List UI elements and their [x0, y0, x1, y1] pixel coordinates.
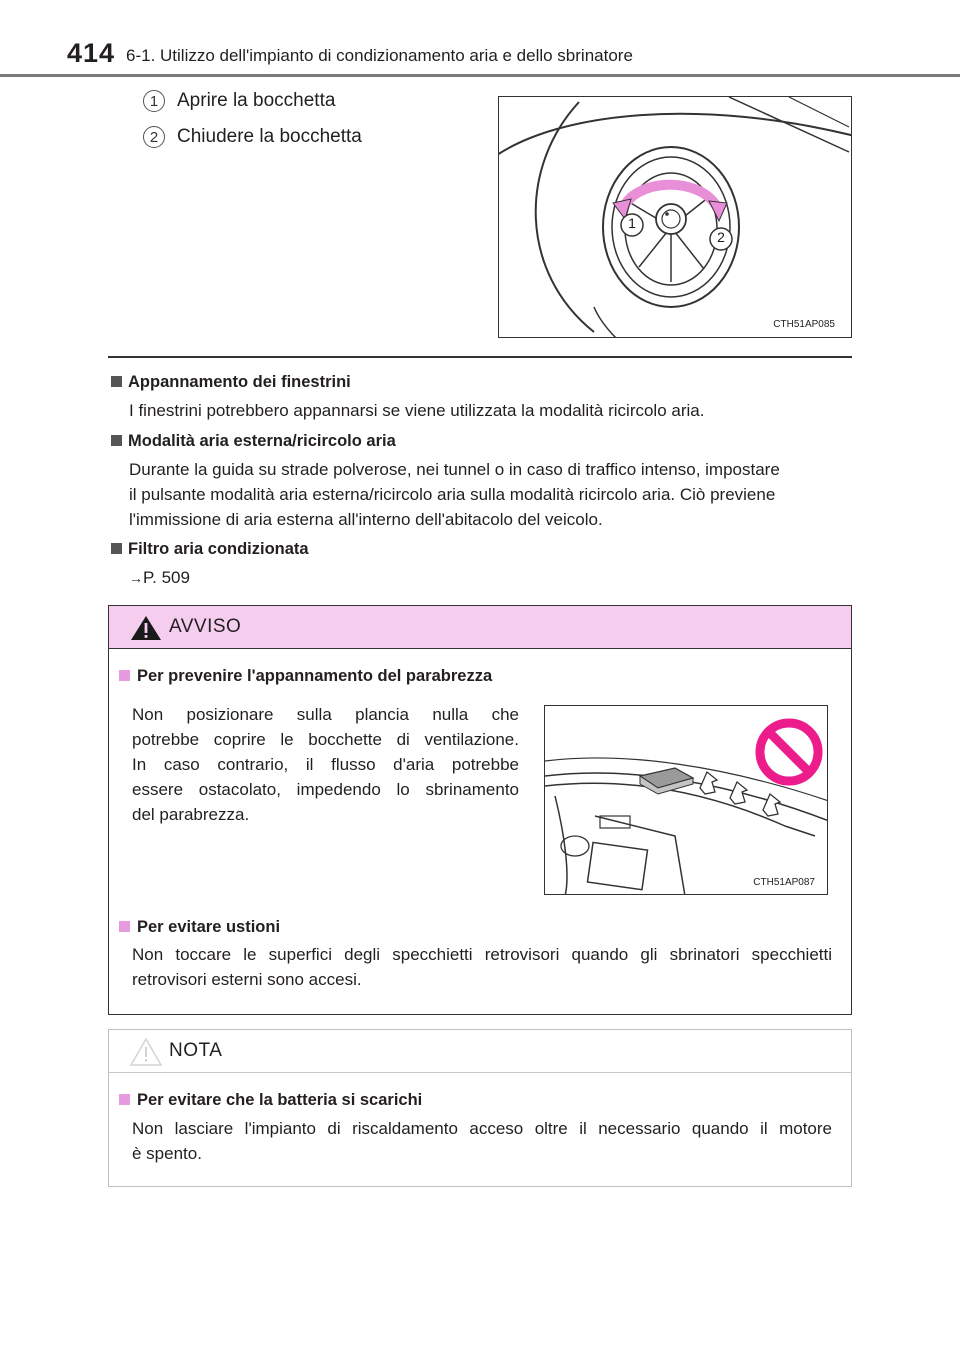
warning-triangle-icon [129, 614, 163, 642]
step-number-2: 2 [143, 126, 165, 148]
note-title: NOTA [169, 1040, 223, 1061]
square-bullet-icon [119, 1094, 130, 1105]
dashboard-illustration [545, 706, 828, 895]
note-item-1-heading: Per evitare che la batteria si scarichi [119, 1091, 422, 1110]
step-number-1: 1 [143, 90, 165, 112]
warning-title: AVVISO [169, 616, 242, 637]
square-bullet-icon [119, 921, 130, 932]
page-reference: →P. 509 [129, 568, 190, 587]
warning-item-1-text: Non posizionare sulla plancia nulla che potrebbe coprire le bocchette di ventilazione. In caso contrario, il flusso d'aria potrebbe essere ostacolato, impedendo lo sbrinamento del parabrezza. [132, 705, 519, 824]
warning-item-2-heading: Per evitare ustioni [119, 918, 280, 937]
arrow-right-icon: → [129, 570, 143, 586]
vent-illustration [499, 97, 852, 338]
figure-code: CTH51AP085 [773, 319, 835, 330]
section-1-text: I finestrini potrebbero appannarsi se viene utilizzata la modalità ricircolo aria. [129, 401, 705, 420]
section-separator [108, 356, 852, 358]
square-bullet-icon [111, 435, 122, 446]
figure-code: CTH51AP087 [753, 877, 815, 888]
callout-2: 2 [717, 229, 725, 245]
square-bullet-icon [119, 670, 130, 681]
page-number: 414 [67, 38, 116, 68]
section-heading-2: Modalità aria esterna/ricircolo aria [111, 432, 396, 451]
warning-header [109, 606, 851, 649]
caution-outline-icon [129, 1037, 163, 1067]
note-item-1-text: Non lasciare l'impianto di riscaldamento acceso oltre il necessario quando il motore è spento. [132, 1119, 832, 1163]
callout-1: 1 [628, 215, 636, 231]
step-1 [143, 90, 335, 112]
vent-figure [498, 96, 852, 338]
section-heading-1: Appannamento dei finestrini [111, 373, 351, 392]
section-heading-3: Filtro aria condizionata [111, 540, 309, 559]
warning-item-1-heading: Per prevenire l'appannamento del parabrezza [119, 667, 492, 686]
warning-box [108, 605, 852, 1015]
dashboard-figure [544, 705, 828, 895]
note-header [109, 1030, 851, 1073]
step-2-label: Chiudere la bocchetta [177, 126, 362, 147]
header-rule [0, 74, 960, 77]
square-bullet-icon [111, 376, 122, 387]
warning-item-2-text: Non toccare le superfici degli specchietti retrovisori quando gli sbrinatori specchietti retrovisori esterni sono accesi. [132, 945, 832, 989]
section-2-text: Durante la guida su strade polverose, nei tunnel o in caso di traffico intenso, impostare il pulsante modalità aria esterna/ricircolo aria sulla modalità ricircolo aria. Ciò previene l'immissione di aria esterna all'interno dell'abitacolo del veicolo. [129, 460, 780, 529]
square-bullet-icon [111, 543, 122, 554]
section-title: 6-1. Utilizzo dell'impianto di condizionamento aria e dello sbrinatore [126, 46, 633, 65]
step-2 [143, 126, 362, 148]
step-1-label: Aprire la bocchetta [177, 90, 336, 111]
note-box [108, 1029, 852, 1187]
